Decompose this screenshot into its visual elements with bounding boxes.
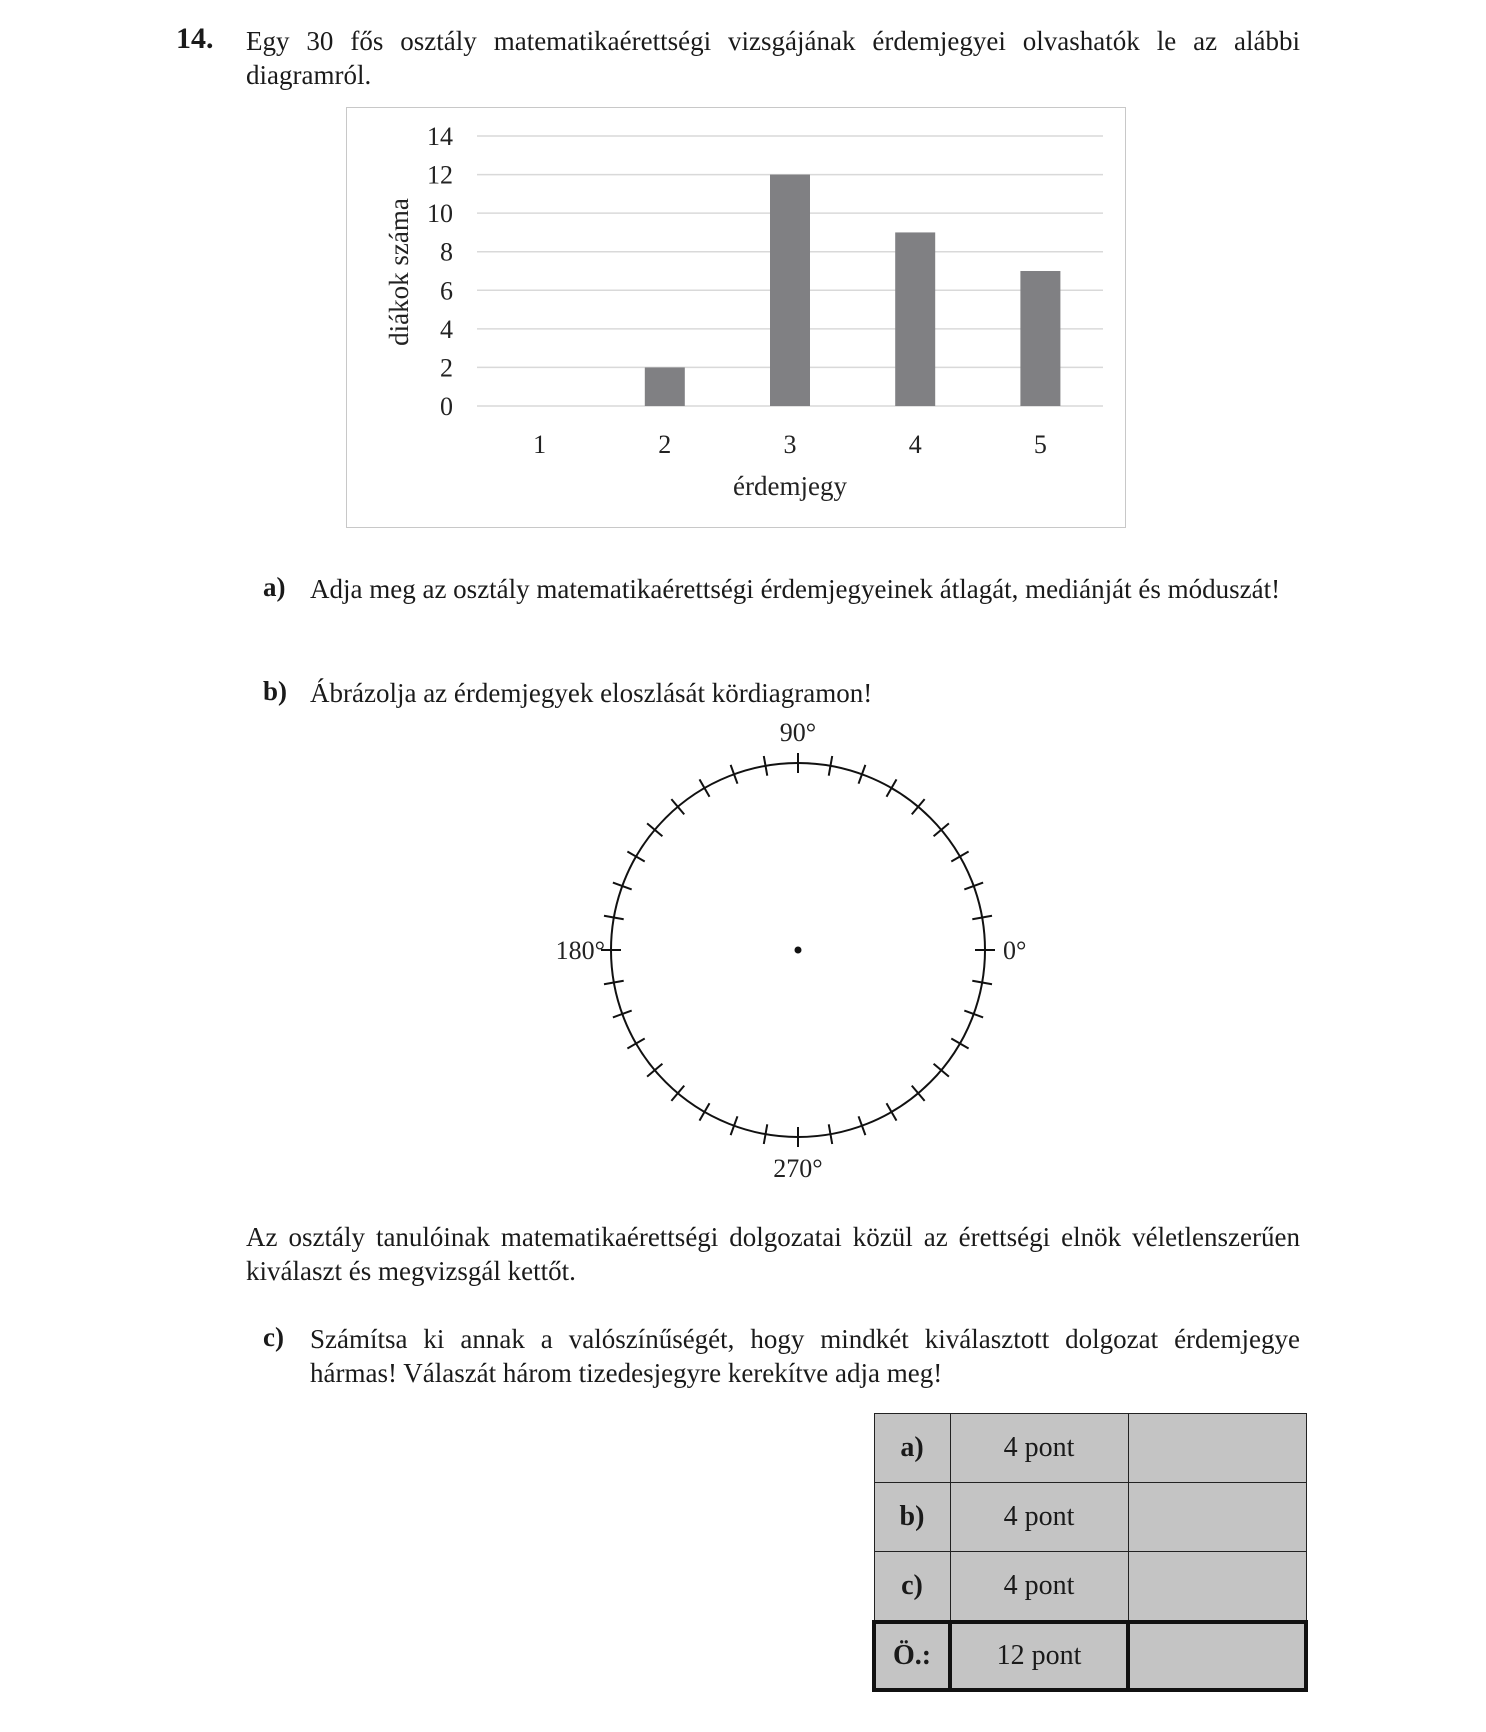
y-tick-label: 2 [440, 353, 453, 383]
score-total-row [874, 1622, 1306, 1690]
degree-tick [951, 1039, 968, 1049]
score-row [874, 1414, 1306, 1483]
degree-tick [887, 779, 897, 796]
bar-chart [347, 108, 1127, 529]
x-tick-label: 2 [658, 430, 672, 459]
score-table [872, 1413, 1308, 1692]
x-tick-label: 4 [908, 430, 922, 459]
score-label: c) [874, 1552, 950, 1623]
degree-tick [627, 1039, 644, 1049]
x-tick-label: 5 [1033, 430, 1047, 459]
bar [645, 367, 685, 406]
bar [770, 175, 810, 406]
score-row [874, 1552, 1306, 1623]
degree-tick [671, 799, 684, 814]
score-total-label: Ö.: [874, 1622, 950, 1690]
degree-tick [627, 852, 644, 862]
score-earned-cell[interactable] [1128, 1483, 1306, 1552]
y-tick-label: 12 [427, 160, 453, 190]
score-label: b) [874, 1483, 950, 1552]
label-0-degrees: 0° [1003, 936, 1027, 965]
degree-tick [700, 1103, 710, 1120]
part-b-text: Ábrázolja az érdemjegyek eloszlását kördiagramon! [310, 678, 873, 708]
middle-paragraph: Az osztály tanulóinak matematikaérettségi dolgozatai közül az érettségi elnök véletlenszerűen kiválaszt és megvizsgál kettőt. [246, 1222, 1300, 1286]
center-dot [795, 947, 802, 954]
bar [895, 232, 935, 406]
part-a-text: Adja meg az osztály matematikaérettségi érdemjegyeinek átlagát, mediánját és móduszát! [310, 574, 1281, 604]
y-tick-label: 14 [427, 122, 453, 151]
degree-tick [934, 1064, 949, 1077]
degree-tick [647, 823, 662, 836]
y-axis-label: diákok száma [384, 198, 414, 346]
score-points: 4 pont [950, 1552, 1128, 1623]
bar-chart-frame [346, 107, 1126, 528]
label-90-degrees: 90° [779, 718, 817, 747]
part-a-letter: a) [263, 572, 286, 602]
x-tick-label: 3 [783, 430, 797, 459]
degree-tick [700, 779, 710, 796]
y-tick-label: 10 [427, 199, 453, 229]
label-180-degrees: 180° [555, 936, 605, 965]
degree-tick [912, 1086, 925, 1101]
question-intro: Egy 30 fős osztály matematikaérettségi vizsgájának érdemjegyei olvashatók le az alábbi diagramról. [246, 26, 1300, 90]
y-tick-label: 6 [440, 276, 453, 306]
x-tick-label: 1 [533, 430, 547, 459]
x-axis-label: érdemjegy [733, 471, 847, 501]
score-earned-cell[interactable] [1128, 1552, 1306, 1623]
y-tick-label: 8 [440, 237, 453, 267]
label-270-degrees: 270° [773, 1154, 823, 1183]
score-total-earned-cell[interactable] [1128, 1622, 1306, 1690]
part-c-letter: c) [263, 1322, 284, 1352]
score-total-points: 12 pont [950, 1622, 1128, 1690]
degree-tick [671, 1086, 684, 1101]
bar [1020, 271, 1060, 406]
score-row [874, 1483, 1306, 1552]
score-label: a) [874, 1414, 950, 1483]
score-earned-cell[interactable] [1128, 1414, 1306, 1483]
question-number: 14. [176, 22, 214, 55]
score-points: 4 pont [950, 1483, 1128, 1552]
degree-tick [647, 1064, 662, 1077]
degree-tick [951, 852, 968, 862]
pie-chart-template[interactable] [540, 718, 1060, 1188]
degree-tick [934, 823, 949, 836]
part-b-letter: b) [263, 676, 288, 706]
part-c-text: Számítsa ki annak a valószínűségét, hogy mindkét kiválasztott dolgozat érdemjegye hármas! Válaszát három tizedesjegyre kerekítve adja meg! [310, 1324, 1300, 1388]
degree-tick [887, 1103, 897, 1120]
y-tick-label: 4 [440, 314, 453, 344]
score-points: 4 pont [950, 1414, 1128, 1483]
degree-tick [912, 799, 925, 814]
y-tick-label: 0 [440, 392, 453, 421]
